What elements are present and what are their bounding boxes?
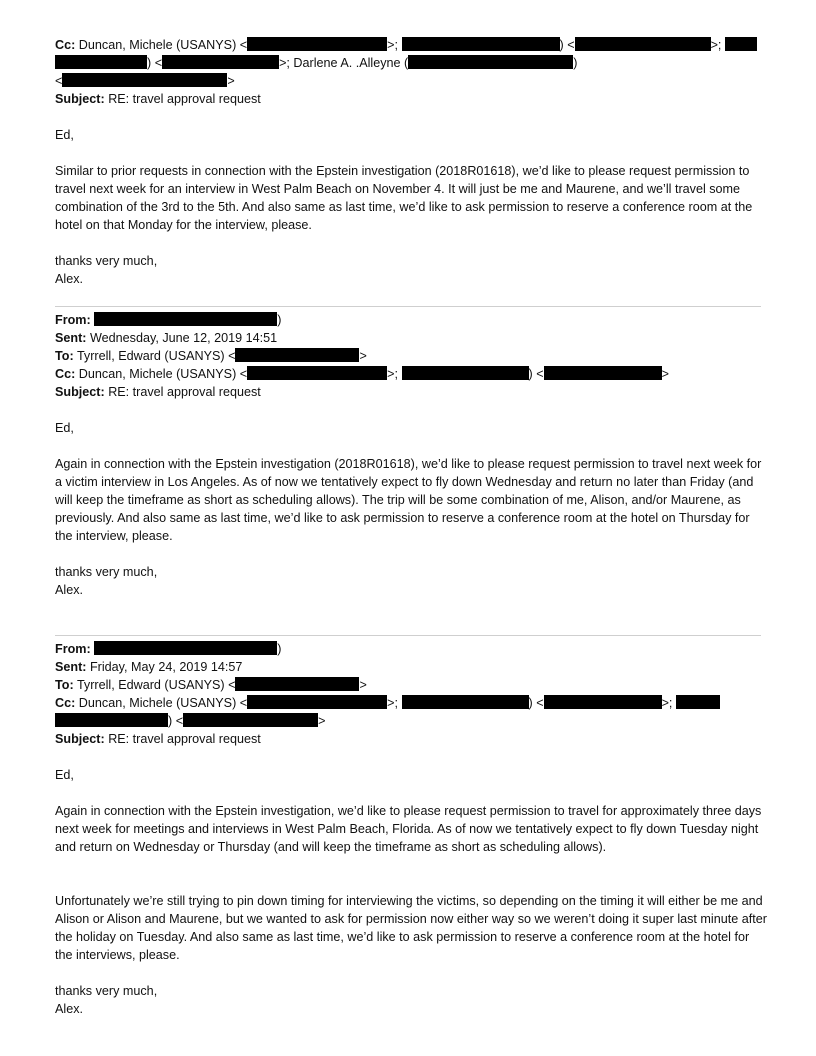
email3-signoff: thanks very much,	[55, 984, 158, 998]
sent-label: Sent:	[55, 331, 87, 345]
email3-sent: Friday, May 24, 2019 14:57	[89, 660, 243, 674]
email1-cc-line2: ) < >; Darlene A. .Alleyne ( )	[55, 54, 577, 72]
email3-subject-line	[55, 730, 261, 748]
email2-subject: RE: travel approval request	[108, 385, 261, 399]
redaction-block	[408, 55, 573, 69]
subject-label: Subject:	[55, 732, 105, 746]
email1-cc-line3: < >	[55, 74, 235, 88]
email1-subject-line	[55, 90, 261, 108]
email2-greeting: Ed,	[55, 421, 74, 435]
redaction-block	[247, 37, 387, 51]
email2-subject-line	[55, 383, 261, 401]
email3-signature: Alex.	[55, 1002, 83, 1016]
email2-to-line: To: Tyrrell, Edward (USANYS) < >	[55, 349, 367, 363]
sent-label: Sent:	[55, 660, 87, 674]
email3-cc-line: Cc: Duncan, Michele (USANYS) < >; ) < >;	[55, 694, 720, 712]
redaction-block	[235, 348, 359, 362]
email2-sent: Wednesday, June 12, 2019 14:51	[89, 331, 278, 345]
redaction-block	[162, 55, 279, 69]
email2-cc-line: Cc: Duncan, Michele (USANYS) < >; ) < >	[55, 367, 669, 381]
email2-from-line: From: )	[55, 313, 282, 327]
cc-label: Cc:	[55, 38, 76, 52]
email2-sent-line	[55, 329, 277, 347]
cc-label: Cc:	[55, 367, 76, 381]
email3-greeting: Ed,	[55, 768, 74, 782]
to-label: To:	[55, 349, 74, 363]
redaction-block	[676, 695, 720, 709]
email1-subject: RE: travel approval request	[108, 92, 261, 106]
email-divider	[55, 635, 761, 636]
cc-label: Cc:	[55, 696, 76, 710]
email2-signoff: thanks very much,	[55, 565, 158, 579]
email2-signature: Alex.	[55, 583, 83, 597]
redaction-block	[235, 677, 359, 691]
email1-greeting: Ed,	[55, 128, 74, 142]
email2-body: Again in connection with the Epstein investigation (2018R01618), we’d like to please request permission to travel next week for a victim interview in Los Angeles. As of now we tentatively expect to fly down Wednesday and return no later than Friday (and will keep the timeframe as short as scheduling allows). The trip will be some combination of me, Alison, and/or Maurene, as previously. And also same as last time, we’d like to ask permission to reserve a conference room at the hotel on Thursday for the interview, please.	[55, 457, 762, 543]
subject-label: Subject:	[55, 385, 105, 399]
subject-label: Subject:	[55, 92, 105, 106]
email3-to-line: To: Tyrrell, Edward (USANYS) < >	[55, 678, 367, 692]
email-divider	[55, 306, 761, 307]
email3-body-paragraph2: Unfortunately we’re still trying to pin down timing for interviewing the victims, so depending on the timing it will either be me and Alison or Alison and Maurene, but we wanted to ask for permission now either way so we weren’t doing it super last minute after the holiday on Tuesday. And also same as last time, we’d like to ask permission to reserve a conference room at the hotel for the interviews, please.	[55, 894, 767, 962]
redaction-block	[62, 73, 227, 87]
redaction-block	[94, 312, 277, 326]
redaction-block	[183, 713, 318, 727]
email3-from-line: From: )	[55, 642, 282, 656]
redaction-block	[575, 37, 711, 51]
redaction-block	[247, 695, 387, 709]
redaction-block	[55, 55, 147, 69]
email3-subject: RE: travel approval request	[108, 732, 261, 746]
redaction-block	[55, 713, 168, 727]
redaction-block	[544, 366, 662, 380]
email3-body-paragraph1: Again in connection with the Epstein investigation, we’d like to please request permission to travel for approximately three days next week for meetings and interviews in West Palm Beach, Florida. As of now we tentatively expect to fly down Tuesday night and return on Wednesday or Thursday (and will keep the timeframe as short as scheduling allows).	[55, 804, 762, 854]
redaction-block	[94, 641, 277, 655]
redaction-block	[544, 695, 662, 709]
email1-signoff: thanks very much,	[55, 254, 158, 268]
email3-cc-line2: ) < >	[55, 712, 325, 730]
redaction-block	[725, 37, 757, 51]
email3-sent-line	[55, 658, 242, 676]
redaction-block	[402, 37, 560, 51]
email1-signature: Alex.	[55, 272, 83, 286]
redaction-block	[402, 366, 529, 380]
from-label: From:	[55, 313, 91, 327]
email1-cc-line: Cc: Duncan, Michele (USANYS) < >; ) < >;	[55, 36, 757, 54]
redaction-block	[247, 366, 387, 380]
redaction-block	[402, 695, 529, 709]
email1-body: Similar to prior requests in connection with the Epstein investigation (2018R01618), we’d like to please request permission to travel next week for an interview in West Palm Beach on November 4. It will just be me and Maurene, and we’ll travel some combination of the 3rd to the 5th. And also same as last time, we’d like to ask permission to reserve a conference room at the hotel on that Monday for the interview, please.	[55, 164, 753, 232]
to-label: To:	[55, 678, 74, 692]
from-label: From:	[55, 642, 91, 656]
